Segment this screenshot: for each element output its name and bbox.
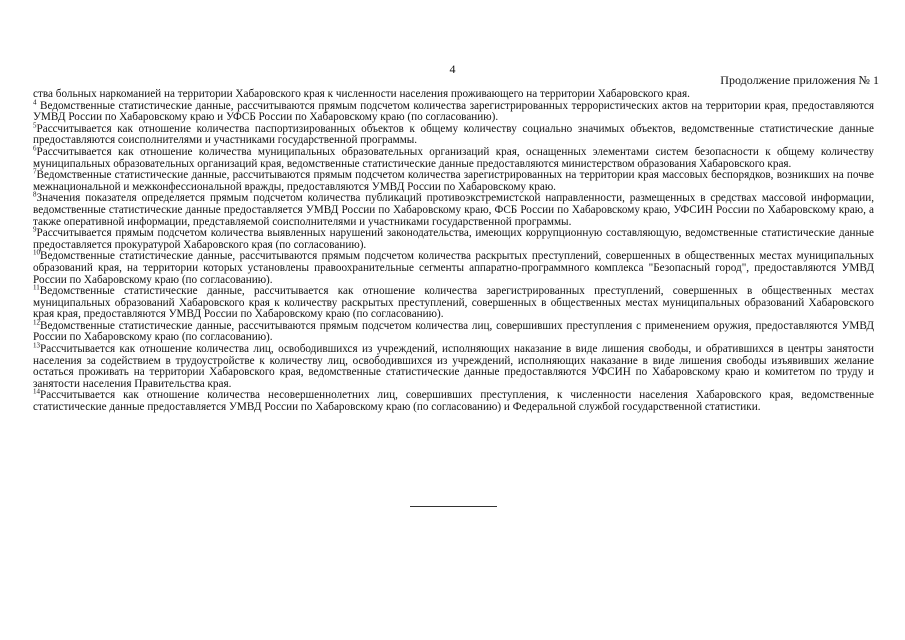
footnote-text: Рассчитывается как отношение количества муниципальных образовательных организаций края, оснащенных элементами систем безопасности к общему количеству муниципальных образовательных организаций края, ведомственные статистические данные предоставляются министерством образования Хабаровского края. (33, 145, 874, 170)
footnote-text: Рассчитывается как отношение количества лиц, освободившихся из учреждений, исполняющих наказание в виде лишения свободы, и обратившихся в центры занятости населения за содействием в трудоустройстве к количеству лиц, освободившихся из учреждений, исполняющих наказание в виде лишения свободы изъявивших желание остаться проживать на территории Хабаровского края, ведомственные статистические данные предоставляются УФСИН по Хабаровскому краю и комитетом по труду и занятости населения Правительства края. (33, 343, 874, 390)
footnote-mark: 9 (33, 225, 37, 234)
footnote-text: ства больных наркоманией на территории Хабаровского края к численности населения проживающего на территории Хабаровского края. (33, 88, 690, 100)
footnote-text: Значения показателя определяется прямым подсчетом количества публикаций противоэкстремистской направленности, размещенных в средствах массовой информации, ведомственные статистические данные предоставляется УМВД России по Хабаровскому краю, ФСБ России по Хабаровскому краю, УФСИН России по Хабаровскому краю, а также оперативной информации, представляемой соисполнителями и участниками государственной программы. (33, 192, 874, 228)
footnote-mark: 13 (33, 341, 40, 350)
footnote-mark: 4 (33, 97, 37, 106)
footnote-5 (33, 121, 874, 147)
footnote-text: Рассчитывается как отношение количества несовершеннолетних лиц, совершивших преступления, к численности населения Хабаровского края, ведомственные статистические данные предоставляется УМВД России по Хабаровскому краю (по согласованию) и Федеральной службой государственной статистики. (33, 389, 874, 414)
footnote-mark: 5 (33, 121, 37, 130)
footnote-text: Рассчитывается как отношение количества паспортизированных объектов к общему количеству социально значимых объектов, ведомственные статистические данные предоставляются соисполнителями и участниками государственной программы. (33, 122, 874, 147)
footnote-mark: 14 (33, 387, 40, 396)
footnotes-block (33, 89, 874, 414)
footnote-13 (33, 341, 874, 390)
footnote-mark: 6 (33, 144, 37, 153)
footnote-8 (33, 190, 874, 228)
footnote-mark: 7 (33, 167, 37, 176)
footnote-12 (33, 318, 874, 344)
footnote-mark: 12 (33, 318, 40, 327)
footnote-6 (33, 144, 874, 170)
footnote-text: Ведомственные статистические данные, рассчитываются прямым подсчетом количества зарегистрированных на территории края массовых беспорядков, возникших на почве межнациональной и межконфессиональной вражды, предоставляются УМВД России по Хабаровскому краю. (33, 169, 874, 193)
appendix-continuation-label: Продолжение приложения № 1 (720, 73, 879, 87)
footnote-text: Ведомственные статистические данные, рассчитываются прямым подсчетом количества раскрытых преступлений, совершенных в общественных местах муниципальных образований края, на территории которых установлены правоохранительные сегменты аппаратно-программного комплекса "Безопасный город", предоставляются УМВД России по Хабаровскому краю (по согласованию). (33, 250, 874, 286)
footnote-9 (33, 225, 874, 251)
footnote-mark: 10 (33, 248, 40, 257)
footnote-7 (33, 167, 874, 193)
footnote-mark: 11 (33, 283, 40, 292)
footnote-11 (33, 283, 874, 321)
footnote-mark: 8 (33, 190, 37, 199)
footnote-14 (33, 387, 874, 414)
footnote-text: Ведомственные статистические данные, рассчитываются прямым подсчетом количества зарегистрированных террористических актов на территории края, предоставляются УМВД России по Хабаровскому краю и УФСБ России по Хабаровскому краю (по согласованию). (33, 99, 874, 124)
footnote-text: Рассчитывается прямым подсчетом количества выявленных нарушений законодательства, имеющих коррупционную составляющую, ведомственные статистические данные предоставляется прокуратурой Хабаровского края (по согласованию). (33, 227, 874, 251)
footnote-10 (33, 248, 874, 286)
footnote-4 (33, 97, 874, 124)
footnote-text: Ведомственные статистические данные, рассчитываются прямым подсчетом количества лиц, совершивших преступления с применением оружия, предоставляются УМВД России по Хабаровскому краю (по согласованию). (33, 319, 874, 344)
footnote-text: Ведомственные статистические данные, рассчитывается как отношение количества зарегистрированных преступлений, совершенных в общественных местах муниципальных образований Хабаровского края к количеству раскрытых преступлений, совершенных в общественных местах муниципальных образований Хабаровского края края, предоставляются УМВД России по Хабаровскому краю (по согласованию). (33, 285, 874, 321)
end-divider (410, 506, 497, 507)
page-number: 4 (449, 62, 456, 76)
